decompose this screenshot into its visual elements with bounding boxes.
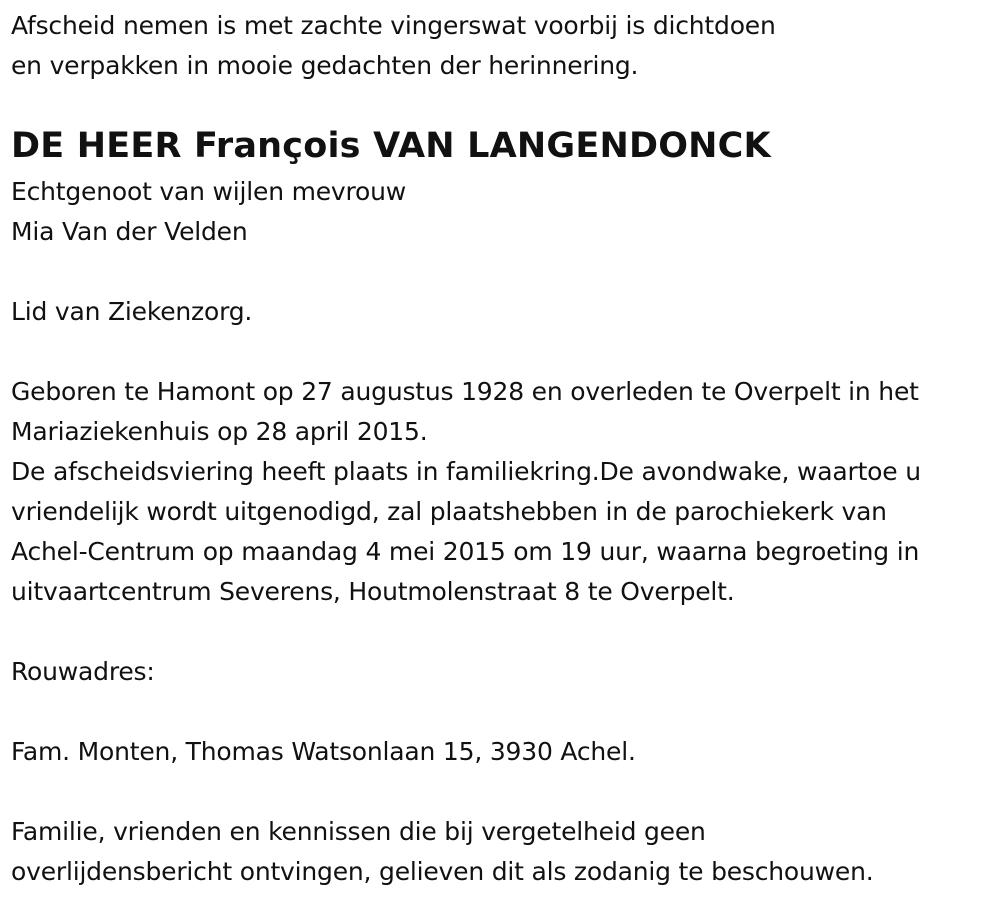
motto-line-2: en verpakken in mooie gedachten der herinnering. xyxy=(11,51,639,80)
spacer xyxy=(11,612,996,652)
closing-line-2: overlijdensbericht ontvingen, gelieven dit als zodanig te beschouwen. xyxy=(11,857,874,886)
details-line-1: Geboren te Hamont op 27 augustus 1928 en overleden te Overpelt in het xyxy=(11,377,919,406)
spacer xyxy=(11,692,996,732)
motto-line-1: Afscheid nemen is met zachte vingerswat voorbij is dichtdoen xyxy=(11,11,776,40)
details-line-5: Achel-Centrum op maandag 4 mei 2015 om 19 uur, waarna begroeting in xyxy=(11,537,920,566)
spouse-line-1: Echtgenoot van wijlen mevrouw xyxy=(11,177,407,206)
membership-text: Lid van Ziekenzorg. xyxy=(11,297,253,326)
details-line-6: uitvaartcentrum Severens, Houtmolenstraat 8 te Overpelt. xyxy=(11,577,735,606)
spouse-line-2: Mia Van der Velden xyxy=(11,217,248,246)
details-line-2: Mariaziekenhuis op 28 april 2015. xyxy=(11,417,428,446)
deceased-name-title: DE HEER François VAN LANGENDONCK xyxy=(11,126,771,166)
spacer xyxy=(11,252,996,292)
details-line-4: vriendelijk wordt uitgenodigd, zal plaatshebben in de parochiekerk van xyxy=(11,497,887,526)
details-line-3: De afscheidsviering heeft plaats in familiekring.De avondwake, waartoe u xyxy=(11,457,921,486)
spacer xyxy=(11,332,996,372)
mourning-address-label: Rouwadres: xyxy=(11,657,155,686)
mourning-address: Fam. Monten, Thomas Watsonlaan 15, 3930 Achel. xyxy=(11,737,636,766)
spacer xyxy=(11,772,996,812)
obituary-notice xyxy=(11,6,996,892)
closing-line-1: Familie, vrienden en kennissen die bij vergetelheid geen xyxy=(11,817,706,846)
